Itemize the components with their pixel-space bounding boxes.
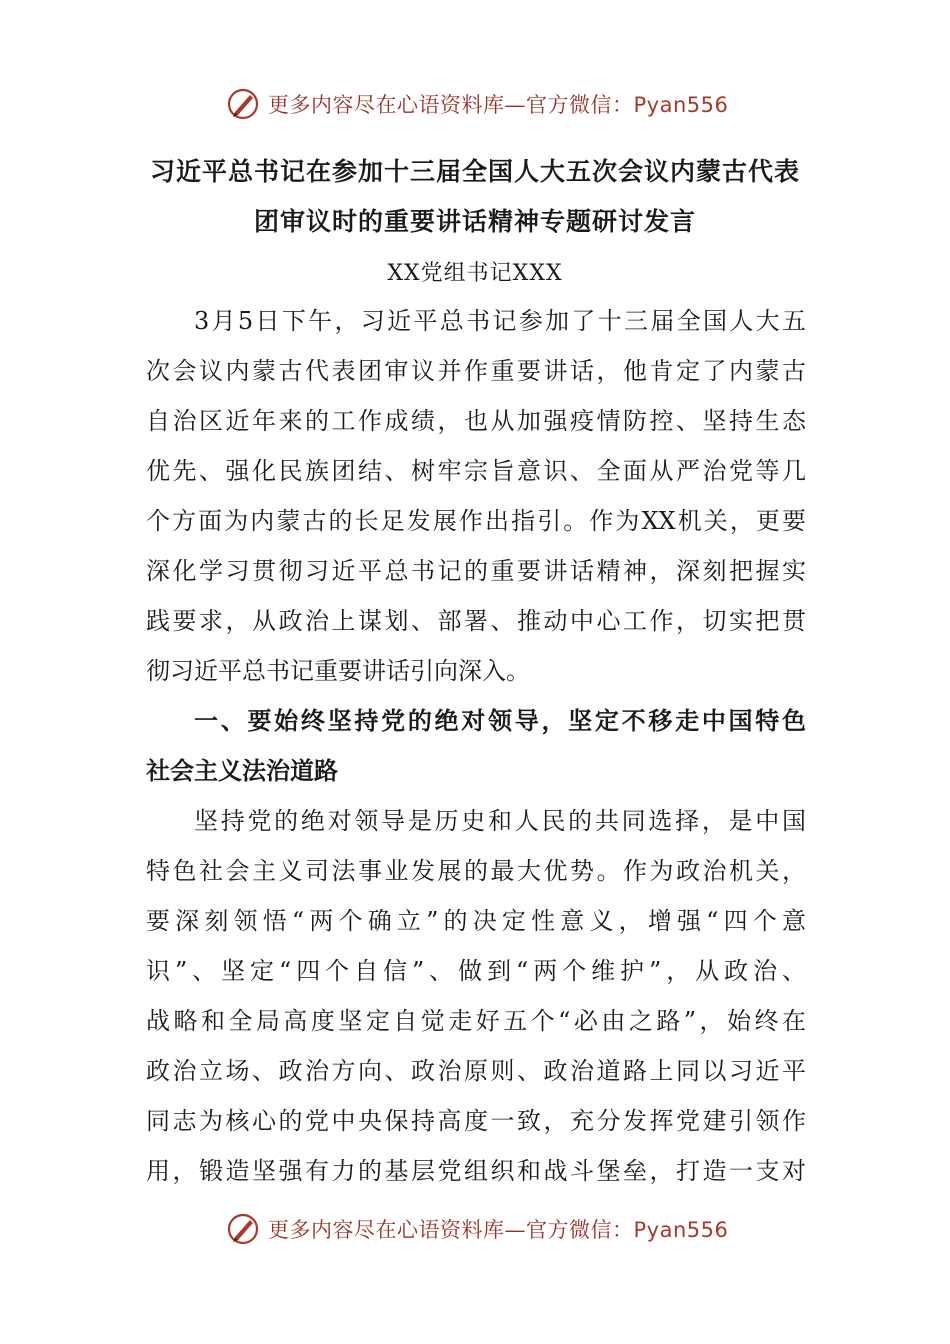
watermark-text: 更多内容尽在心语资料库—官方微信：Pyan556 <box>268 93 729 117</box>
paragraph-line: 用，锻造坚强有力的基层党组织和战斗堡垒，打造一支对 <box>146 1157 806 1185</box>
paragraph-line: 优先、强化民族团结、树牢宗旨意识、全面从严治党等几 <box>146 457 806 485</box>
wechat-id: Pyan556 <box>633 1218 729 1242</box>
watermark-text: 更多内容尽在心语资料库—官方微信：Pyan556 <box>268 1218 729 1242</box>
pen-logo-icon <box>226 87 260 121</box>
paragraph-line: 识”、坚定“四个自信”、做到“两个维护”，从政治、 <box>146 957 806 985</box>
paragraph-line: 次会议内蒙古代表团审议并作重要讲话，他肯定了内蒙古 <box>146 357 806 385</box>
document-author: XX党组书记XXX <box>387 261 563 286</box>
paragraph-line: 要深刻领悟“两个确立”的决定性意义，增强“四个意 <box>146 907 806 935</box>
paragraph-line: 政治立场、政治方向、政治原则、政治道路上同以习近平 <box>146 1057 806 1085</box>
section-heading-line: 一、要始终坚持党的绝对领导，坚定不移走中国特色 <box>194 707 806 735</box>
document-title-line-2: 团审议时的重要讲话精神专题研讨发言 <box>253 207 696 236</box>
wechat-id: Pyan556 <box>633 93 729 117</box>
paragraph-line: 自治区近年来的工作成绩，也从加强疫情防控、坚持生态 <box>146 407 806 435</box>
watermark-footer <box>226 1209 746 1249</box>
paragraph-line: 个方面为内蒙古的长足发展作出指引。作为XX机关，更要 <box>146 507 806 535</box>
watermark-header <box>226 84 746 124</box>
paragraph-line: 深化学习贯彻习近平总书记的重要讲话精神，深刻把握实 <box>146 557 806 585</box>
paragraph-line: 践要求，从政治上谋划、部署、推动中心工作，切实把贯 <box>146 607 806 635</box>
pen-logo-icon <box>226 1212 260 1246</box>
paragraph-line: 3月5日下午，习近平总书记参加了十三届全国人大五 <box>194 307 806 335</box>
paragraph-line: 特色社会主义司法事业发展的最大优势。作为政治机关， <box>146 857 806 885</box>
document-title-line-1: 习近平总书记在参加十三届全国人大五次会议内蒙古代表 <box>149 157 800 186</box>
paragraph-line: 同志为核心的党中央保持高度一致，充分发挥党建引领作 <box>146 1107 806 1135</box>
paragraph-line: 战略和全局高度坚定自觉走好五个“必由之路”，始终在 <box>146 1007 806 1035</box>
section-heading-line: 社会主义法治道路 <box>146 757 338 785</box>
paragraph-line: 坚持党的绝对领导是历史和人民的共同选择，是中国 <box>194 807 806 835</box>
paragraph-line: 彻习近平总书记重要讲话引向深入。 <box>146 657 530 685</box>
